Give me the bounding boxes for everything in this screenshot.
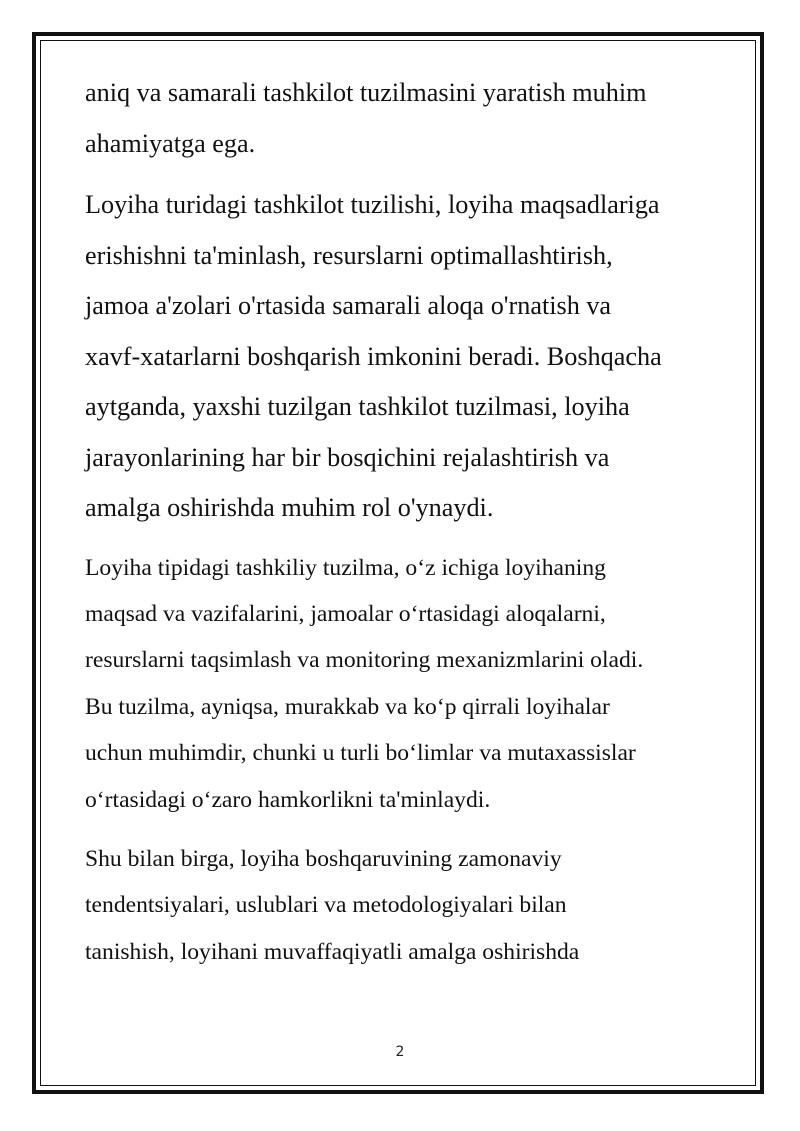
- text-line: Loyiha turidagi tashkilot tuzilishi, loyiha maqsadlariga: [85, 190, 660, 219]
- text-line: ahamiyatga ega.: [85, 128, 256, 158]
- text-line: Shu bilan birga, loyiha boshqaruvining zamonaviy: [85, 845, 562, 872]
- paragraph-1: [85, 68, 745, 169]
- text-line: aniq va samarali tashkilot tuzilmasini yaratish muhim: [85, 78, 647, 107]
- paragraph-2: [85, 180, 745, 534]
- text-line: jamoa a'zolari o'rtasida samarali aloqa o'rnatish va: [85, 291, 612, 320]
- text-line: resurslarni taqsimlash va monitoring mexanizmlarini oladi.: [85, 647, 644, 674]
- text-line: xavf-xatarlarni boshqarish imkonini beradi. Boshqacha: [85, 341, 662, 371]
- text-line: Loyiha tipidagi tashkiliy tuzilma, o‘z ichiga loyihaning: [85, 554, 606, 581]
- text-line: maqsad va vazifalarini, jamoalar o‘rtasidagi aloqalarni,: [85, 600, 606, 627]
- text-line: tanishish, loyihani muvaffaqiyatli amalga oshirishda: [85, 938, 580, 965]
- document-body: [85, 68, 745, 975]
- text-line: o‘rtasidagi o‘zaro hamkorlikni ta'minlaydi.: [85, 786, 491, 813]
- page-number: 2: [395, 1044, 405, 1060]
- text-line: erishishni ta'minlash, resurslarni optimallashtirish,: [85, 240, 613, 270]
- paragraph-4: [85, 836, 745, 975]
- text-line: Bu tuzilma, ayniqsa, murakkab va ko‘p qirrali loyihalar: [85, 693, 610, 720]
- paragraph-3: [85, 545, 745, 823]
- text-line: aytganda, yaxshi tuzilgan tashkilot tuzilmasi, loyiha: [85, 392, 630, 421]
- text-line: amalga oshirishda muhim rol o'ynaydi.: [85, 493, 494, 522]
- text-line: uchun muhimdir, chunki u turli bo‘limlar va mutaxassislar: [85, 740, 636, 767]
- text-line: tendentsiyalari, uslublari va metodologiyalari bilan: [85, 892, 567, 919]
- text-line: jarayonlarining har bir bosqichini rejalashtirish va: [85, 442, 610, 472]
